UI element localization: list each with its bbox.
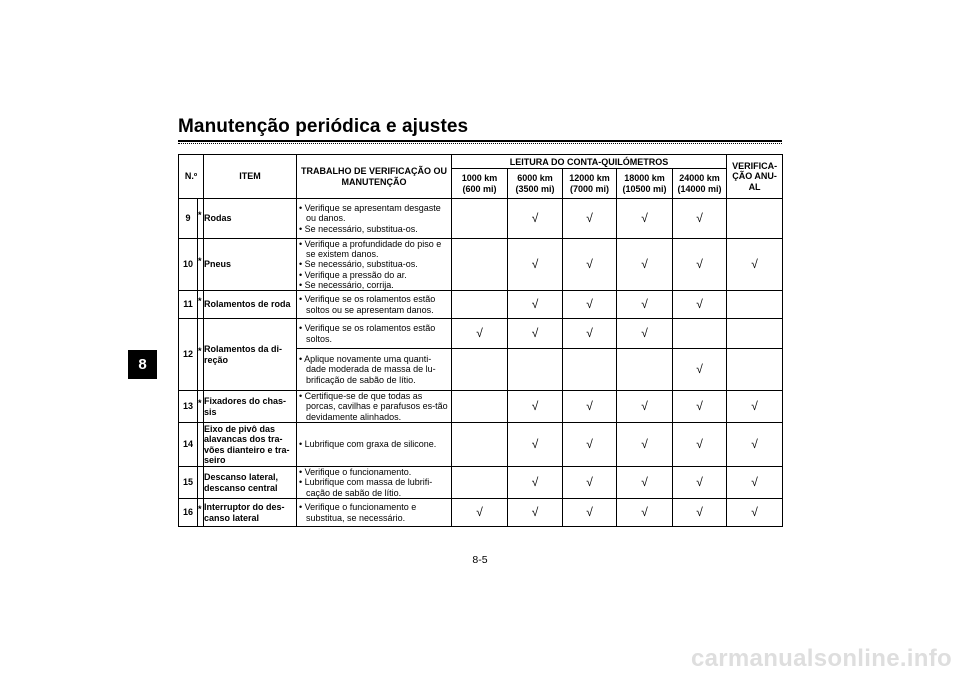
header-odometer-3: [563, 169, 617, 199]
header-item: ITEM: [204, 155, 297, 199]
bullet-icon: •: [299, 477, 305, 488]
table-row: [179, 391, 783, 423]
row-item: Rolamentos da di-reção: [204, 319, 297, 391]
work-bullet: [297, 439, 451, 449]
work-bullet: [297, 391, 451, 421]
check-mark-icon: √: [586, 296, 593, 311]
check-mark-icon: √: [696, 504, 703, 519]
work-bullet: [297, 270, 451, 280]
check-cell: [563, 391, 617, 423]
check-mark-icon: √: [531, 256, 539, 271]
header-no: N.º: [179, 155, 204, 199]
header-odometer-5: [673, 169, 727, 199]
row-item: Fixadores do chas-sis: [204, 391, 297, 423]
check-mark-icon: √: [751, 256, 758, 271]
check-mark-icon: √: [641, 296, 648, 311]
table-row: [179, 467, 783, 499]
work-description: [297, 391, 452, 423]
table-row: [179, 319, 783, 349]
check-cell: [563, 467, 617, 499]
check-cell: [673, 499, 727, 527]
row-number: 12: [179, 319, 198, 391]
check-cell: [617, 291, 673, 319]
header-work: TRABALHO DE VERIFICAÇÃO OU MANUTENÇÃO: [297, 155, 452, 199]
check-cell: [673, 391, 727, 423]
work-bullet: [297, 502, 451, 522]
check-cell: [563, 291, 617, 319]
odometer-km: 12000 km: [569, 173, 610, 184]
title-rule: [178, 140, 782, 142]
check-mark-icon: √: [531, 398, 539, 413]
check-cell: [452, 319, 508, 349]
odometer-km: 1000 km: [461, 173, 498, 184]
row-item: Eixo de pivô das alavancas dos tra-vões dianteiro e tra-seiro: [204, 423, 297, 467]
check-mark-icon: √: [476, 504, 483, 519]
row-number: 14: [179, 423, 198, 467]
check-mark-icon: √: [696, 398, 703, 413]
check-mark-icon: √: [696, 361, 703, 376]
row-item: Descanso lateral, descanso central: [204, 467, 297, 499]
work-bullet: [297, 239, 451, 259]
odometer-mi: (10500 mi): [622, 183, 667, 194]
work-text: Se necessário, corrija.: [304, 279, 394, 290]
check-mark-icon: √: [586, 474, 593, 489]
check-mark-icon: √: [641, 504, 648, 519]
work-bullet: [297, 224, 451, 234]
work-text: Aplique novamente uma quanti-dade moderada de massa de lu-brificação de sabão de lítio.: [304, 354, 436, 385]
check-cell: [617, 199, 673, 239]
work-bullet: [297, 294, 451, 314]
work-description: [297, 291, 452, 319]
check-mark-icon: √: [586, 504, 593, 519]
check-cell: [617, 423, 673, 467]
check-mark-icon: √: [531, 296, 539, 311]
work-bullet: [297, 477, 451, 497]
work-text: Verifique a pressão do ar.: [304, 269, 407, 280]
check-cell: [508, 349, 563, 391]
check-cell: [563, 349, 617, 391]
work-description: [297, 199, 452, 239]
check-cell: [673, 467, 727, 499]
work-text: Lubrifique com graxa de silicone.: [304, 439, 437, 450]
bullet-icon: •: [299, 259, 305, 270]
bullet-icon: •: [299, 439, 305, 450]
odometer-km: 24000 km: [679, 173, 720, 184]
check-cell: [617, 499, 673, 527]
check-mark-icon: √: [531, 504, 539, 519]
maintenance-table: [178, 154, 783, 527]
work-bullet: [297, 354, 451, 384]
check-cell: [673, 349, 727, 391]
row-number: 13: [179, 391, 198, 423]
check-mark-icon: √: [586, 256, 593, 271]
check-cell: [727, 319, 783, 349]
table-row: [179, 499, 783, 527]
work-text: Verifique se os rolamentos estão soltos.: [304, 323, 436, 344]
check-cell: [563, 423, 617, 467]
check-cell: [452, 423, 508, 467]
row-number: 10: [179, 239, 198, 291]
work-description: [297, 499, 452, 527]
work-bullet: [297, 323, 451, 343]
asterisk-mark: *: [198, 504, 202, 515]
check-cell: [452, 467, 508, 499]
check-mark-icon: √: [531, 325, 539, 340]
check-cell: [617, 391, 673, 423]
check-cell: [617, 467, 673, 499]
check-mark-icon: √: [586, 398, 593, 413]
check-cell: [452, 239, 508, 291]
work-text: Se necessário, substitua-os.: [304, 259, 418, 270]
check-cell: [673, 423, 727, 467]
work-bullet: [297, 467, 451, 477]
work-text: Verifique a profundidade do piso e se existem danos.: [304, 239, 442, 260]
check-mark-icon: √: [641, 256, 648, 271]
odometer-mi: (7000 mi): [570, 183, 610, 194]
odometer-km: 6000 km: [517, 173, 553, 184]
check-mark-icon: √: [641, 398, 648, 413]
page-title: Manutenção periódica e ajustes: [178, 116, 469, 137]
header-odometer-group: LEITURA DO CONTA-QUILÓMETROS: [452, 155, 727, 169]
bullet-icon: •: [299, 391, 305, 402]
watermark: carmanualsonline.info: [690, 645, 952, 672]
check-cell: [508, 423, 563, 467]
header-odometer-2: [508, 169, 563, 199]
check-cell: [508, 499, 563, 527]
bullet-icon: •: [299, 279, 305, 290]
check-cell: [727, 499, 783, 527]
check-mark-icon: √: [531, 436, 539, 451]
check-cell: [563, 199, 617, 239]
chapter-tab: 8: [128, 350, 157, 379]
check-cell: [452, 349, 508, 391]
work-text: Verifique se os rolamentos estão soltos ou se apresentam danos.: [304, 294, 436, 315]
check-cell: [727, 291, 783, 319]
work-description: [297, 239, 452, 291]
check-mark-icon: √: [586, 210, 593, 225]
bullet-icon: •: [299, 354, 305, 365]
work-description: [297, 467, 452, 499]
work-text: Verifique o funcionamento e substitua, se necessário.: [304, 502, 417, 523]
check-mark-icon: √: [641, 436, 648, 451]
check-mark-icon: √: [641, 210, 648, 225]
row-number: 16: [179, 499, 198, 527]
check-mark-icon: √: [696, 296, 703, 311]
check-mark-icon: √: [531, 474, 539, 489]
check-cell: [508, 319, 563, 349]
check-mark-icon: √: [696, 436, 703, 451]
check-mark-icon: √: [696, 210, 703, 225]
check-mark-icon: √: [751, 474, 758, 489]
work-description: [297, 423, 452, 467]
bullet-icon: •: [299, 203, 305, 214]
header-odometer-1: [452, 169, 508, 199]
work-description: [297, 319, 452, 349]
odometer-km: 18000 km: [624, 173, 665, 184]
work-text: Verifique o funcionamento.: [304, 467, 412, 478]
check-cell: [727, 199, 783, 239]
check-cell: [727, 423, 783, 467]
check-cell: [727, 391, 783, 423]
bullet-icon: •: [299, 294, 305, 305]
check-cell: [508, 239, 563, 291]
work-text: Se necessário, substitua-os.: [304, 223, 418, 234]
check-mark-icon: √: [641, 325, 648, 340]
bullet-icon: •: [299, 502, 305, 513]
row-item: Rolamentos de roda: [204, 291, 297, 319]
check-cell: [617, 319, 673, 349]
check-cell: [673, 291, 727, 319]
work-text: Verifique se apresentam desgaste ou danos.: [304, 203, 441, 224]
bullet-icon: •: [299, 467, 305, 478]
work-text: Lubrifique com massa de lubrifi-cação de sabão de lítio.: [304, 477, 433, 498]
check-cell: [508, 199, 563, 239]
asterisk-mark: *: [198, 346, 202, 357]
check-cell: [508, 391, 563, 423]
title-rule-dotted: [178, 143, 782, 144]
check-mark-icon: √: [696, 256, 703, 271]
check-cell: [727, 239, 783, 291]
row-item: Rodas: [204, 199, 297, 239]
bullet-icon: •: [299, 269, 305, 280]
asterisk-mark: *: [198, 398, 202, 409]
check-mark-icon: √: [586, 325, 593, 340]
check-mark-icon: √: [641, 474, 648, 489]
check-mark-icon: √: [696, 474, 703, 489]
check-cell: [727, 349, 783, 391]
row-number: 9: [179, 199, 198, 239]
check-cell: [563, 319, 617, 349]
asterisk-mark: *: [198, 256, 202, 267]
row-item: Pneus: [204, 239, 297, 291]
check-cell: [452, 499, 508, 527]
check-cell: [673, 199, 727, 239]
work-bullet: [297, 203, 451, 223]
asterisk-mark: *: [198, 296, 202, 307]
asterisk-mark: *: [198, 210, 202, 221]
check-mark-icon: √: [586, 436, 593, 451]
table-body: [179, 199, 783, 527]
table-row: [179, 291, 783, 319]
work-bullet: [297, 259, 451, 269]
check-cell: [727, 467, 783, 499]
bullet-icon: •: [299, 323, 305, 334]
work-bullet: [297, 280, 451, 290]
check-mark-icon: √: [476, 325, 483, 340]
table-row: [179, 239, 783, 291]
check-mark-icon: √: [751, 436, 758, 451]
work-text: Certifique-se de que todas as porcas, cavilhas e parafusos es-tão devidamente alinhados.: [304, 391, 448, 422]
check-cell: [617, 349, 673, 391]
odometer-mi: (600 mi): [462, 183, 497, 194]
header-odometer-4: [617, 169, 673, 199]
bullet-icon: •: [299, 239, 305, 250]
row-number: 11: [179, 291, 198, 319]
row-number: 15: [179, 467, 198, 499]
check-cell: [452, 199, 508, 239]
check-cell: [563, 499, 617, 527]
check-cell: [617, 239, 673, 291]
table-row: [179, 423, 783, 467]
check-cell: [452, 391, 508, 423]
table-row: [179, 199, 783, 239]
bullet-icon: •: [299, 223, 305, 234]
check-mark-icon: √: [751, 504, 758, 519]
header-annual-check: VERIFICA-ÇÃO ANU-AL: [727, 155, 783, 199]
check-cell: [563, 239, 617, 291]
check-mark-icon: √: [751, 398, 758, 413]
check-mark-icon: √: [531, 210, 539, 225]
row-item: Interruptor do des-canso lateral: [204, 499, 297, 527]
check-cell: [673, 239, 727, 291]
odometer-mi: (14000 mi): [677, 183, 722, 194]
work-description: [297, 349, 452, 391]
odometer-mi: (3500 mi): [515, 183, 555, 194]
page-number: 8-5: [472, 554, 488, 566]
check-cell: [508, 467, 563, 499]
check-cell: [673, 319, 727, 349]
check-cell: [452, 291, 508, 319]
check-cell: [508, 291, 563, 319]
